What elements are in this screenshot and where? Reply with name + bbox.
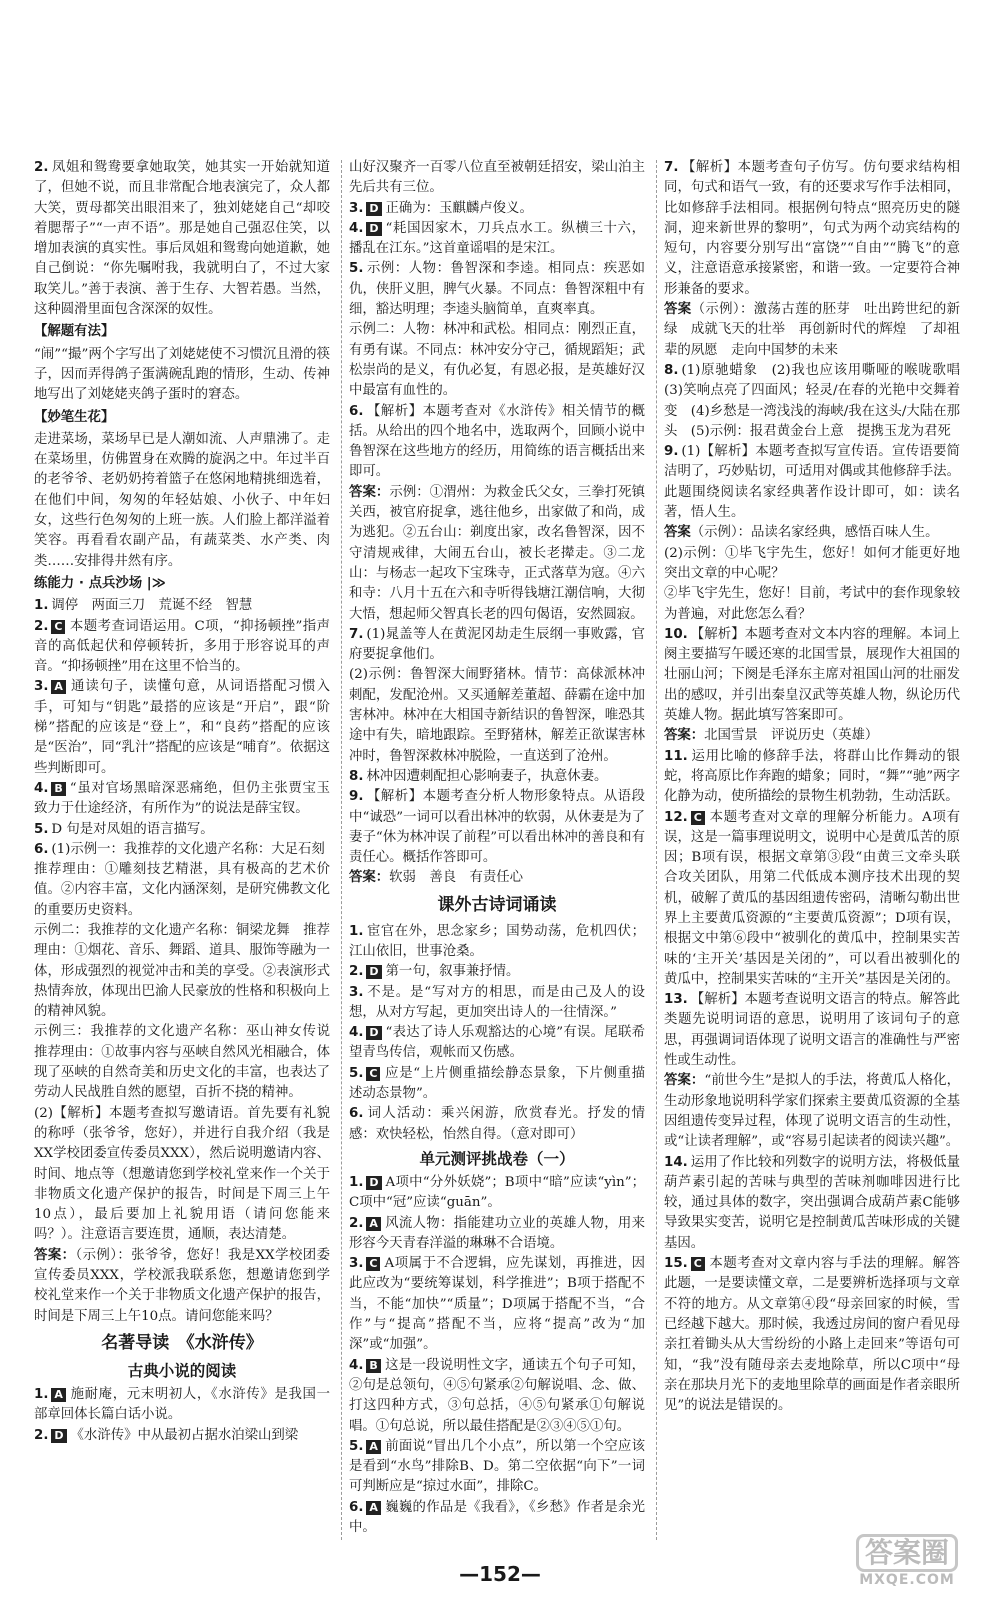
answer-choice-badge: D (51, 1429, 66, 1443)
answer-item (664, 584, 960, 625)
answer-choice-badge: C (366, 1257, 380, 1271)
answer-item (349, 1064, 645, 1105)
item-text: 走进菜场，菜场早已是人潮如流、人声鼎沸了。走在菜场里，仿佛置身在欢腾的旋涡之中。年过半百的老爷爷、老奶奶挎着篮子在悠闲地精挑细选着，在他们中间，匆匆的年轻姑娘、小伙子、中年妇女，这些行色匆匆的上班一族。人们脸上都洋溢着笑容。再看看农副产品，有蔬菜类、水产类、肉类……安排得井然有序。 (34, 431, 330, 569)
item-number: 8. (664, 362, 679, 378)
answer-item (34, 921, 330, 1022)
watermark-logo: 答案圈 (856, 1534, 958, 1572)
item-text: 巍巍的作品是《我看》，《乡愁》作者是余光中。 (349, 1499, 645, 1535)
item-text: 推荐理由：①雕刻技艺精湛，具有极高的艺术价值。②内容丰富，文化内涵深刻，是研究佛教文化的重要历史资料。 (34, 862, 330, 918)
item-text: (1)示例一：我推荐的文化遗产名称：大足石刻 (51, 841, 325, 857)
section-title: 课外古诗词诵读 (437, 894, 557, 915)
item-text: (1)原驰蜡象 (2)我也应该用嘶哑的喉咙歌唱 (3)笑响点亮了四面风；轻灵/在春的光艳中交舞着变 (4)乡愁是一湾浅浅的海峡/我在这头/大陆在那头 (5)示例：报君黄金台上意 提携玉龙为君死 (664, 362, 974, 439)
answer-item (664, 808, 960, 991)
item-text: 第一句，叙事兼抒情。 (385, 964, 520, 980)
item-number: 4. (349, 220, 364, 236)
item-text: 山好汉聚齐一百零八位直至被朝廷招安，梁山泊主先后共有三位。 (349, 160, 645, 196)
answer-item (349, 767, 645, 787)
watermark-url: MXQE.COM (859, 1572, 955, 1588)
answer-item (349, 1214, 645, 1255)
item-number: 5. (34, 821, 49, 837)
answer-item (349, 922, 645, 963)
answer-item (349, 787, 645, 868)
answer-item (34, 860, 330, 921)
item-number: 2. (349, 964, 364, 980)
item-number: 3. (349, 1256, 364, 1272)
item-number: 2. (34, 160, 49, 175)
item-number: 3. (349, 200, 364, 216)
item-text: (2)示例：鲁智深大闹野猪林。情节：高俅派林冲刺配，发配沧州。又买通解差董超、薛霸在途中加害林冲。林冲在大相国寺新结识的鲁智深，唯恐其途中有失，暗地跟踪。至野猪林，解差正欲谋害林冲时，鲁智深救林冲脱险，一直送到了沧州。 (349, 667, 645, 764)
page-number: —152— (459, 1562, 541, 1586)
item-number: 7. (349, 626, 364, 642)
item-number: 8. (349, 768, 364, 784)
item-number: 4. (349, 1357, 364, 1373)
item-number: 5. (349, 1065, 364, 1081)
item-number: 6. (34, 841, 49, 857)
item-number: 15. (664, 1256, 688, 1272)
answer-item (34, 820, 330, 840)
answer-label: 答案 (664, 302, 692, 318)
answer-item (34, 1426, 330, 1446)
column-middle (349, 158, 645, 1548)
answer-item (349, 483, 645, 625)
answer-item (349, 1437, 645, 1498)
item-text: 示例：人物：鲁智深和李逵。相同点：疾恶如仇，侠肝义胆，脾气火暴。不同点：鲁智深粗中有细，豁达明理；李逵头脑简单，直爽率真。 (349, 261, 645, 318)
answer-item (34, 617, 330, 678)
column-left (34, 158, 344, 1548)
answer-label: 答案： (349, 870, 390, 886)
answer-item (34, 596, 330, 616)
answer-item (34, 158, 330, 320)
item-text: 【解析】本题考查句子仿写。仿句要求结构相同，句式和语气一致，有的还要求写作手法相同，比如修辞手法相同。根据例句特点“照亮历史的隧洞，迎来新世界的黎明”，句式为两个动宾结构的短句，内容要分别写出“富饶”“自由”“腾飞”的意义，注意语意承接紧密，和谐一致。一定要符合神形兼备的要求。 (664, 160, 960, 297)
item-text: 通读句子，读懂句意，从词语搭配习惯入手，可知与“钥匙”最搭的应该是“开启”，跟“阶梯”搭配的应该是“登上”，和“良药”搭配的应该是“医治”，同“乳汁”搭配的应该是“哺育”。依据这些判断即可。 (34, 679, 330, 776)
item-text: D 句是对凤姐的语言描写。 (51, 821, 214, 837)
item-number: 7. (664, 160, 679, 175)
item-text: 应是“上片侧重描绘静态景象，下片侧重描述动态景物”。 (349, 1065, 645, 1102)
answer-choice-badge: C (691, 1257, 705, 1271)
item-text: （示例）：张爷爷，您好！我是XX学校团委宣传委员XXX，学校派我联系您，想邀请您到学校礼堂来作一个关于非物质文化遗产保护的报告，时间是下周三上午10点。请问您能来吗？ (34, 1247, 331, 1324)
answer-item (349, 1173, 645, 1214)
item-text: 示例三：我推荐的文化遗产名称：巫山神女传说 推荐理由：①故事内容与巫峡自然风光相融合，体现了巫峡的自然奇美和历史文化的丰富，也表达了劳动人民战胜自然的愿望，百折不挠的精神。 (34, 1024, 344, 1101)
item-number: 9. (349, 789, 364, 805)
item-text: “虽对官场黑暗深恶痛绝，但仍主张贾宝玉致力于仕途经济，有所作为”的说法是薛宝钗。 (34, 780, 330, 817)
answer-item (349, 868, 645, 888)
item-text: 调停 两面三刀 荒诞不经 智慧 (51, 598, 253, 614)
item-text: (1)【解析】本题考查拟写宣传语。宣传语要简洁明了，巧妙贴切，可适用对偶或其他修辞手法。此题围绕阅读名家经典著作设计即可，如：读名著，悟人生。 (664, 444, 960, 521)
answer-label: 答案： (349, 484, 390, 500)
item-text: 软弱 善良 有责任心 (389, 870, 524, 886)
answer-item (349, 1023, 645, 1064)
item-text: 本题考查词语运用。C项，“抑扬顿挫”指声音的高低起伏和停顿转折，多用于形容说耳的声音。“抑扬顿挫”用在这里不恰当的。 (34, 618, 330, 675)
item-text: “表达了诗人乐观豁达的心境”有误。尾联希望青鸟传信，观帐而又伤感。 (349, 1025, 645, 1061)
item-number: 3. (349, 984, 364, 1000)
answer-item (349, 1498, 645, 1539)
tip-heading: 【解题有法】 (34, 324, 115, 340)
answer-item (664, 747, 960, 808)
item-number: 4. (34, 780, 49, 796)
answer-item (349, 983, 645, 1024)
tip-heading: 【妙笔生花】 (34, 409, 115, 425)
answer-item (34, 345, 330, 406)
item-number: 10. (664, 626, 688, 642)
answer-item (34, 1385, 330, 1426)
answer-item (664, 726, 960, 746)
answer-choice-badge: A (366, 1217, 381, 1231)
item-number: 9. (664, 444, 679, 460)
answer-choice-badge: A (366, 1501, 381, 1515)
column-divider (341, 160, 342, 1540)
section-title: 名著导读 《水浒传》 (101, 1332, 263, 1353)
item-number: 4. (349, 1025, 364, 1041)
answer-choice-badge: D (366, 965, 381, 979)
answer-choice-badge: A (51, 680, 66, 694)
item-number: 6. (349, 1499, 364, 1515)
section-subtitle: 单元测评挑战卷（一） (419, 1149, 575, 1168)
item-text: 施耐庵，元末明初人，《水浒传》是我国一部章回体长篇白话小说。 (34, 1386, 330, 1423)
answer-choice-badge: B (366, 1359, 380, 1373)
item-number: 2. (34, 618, 49, 634)
item-number: 12. (664, 809, 688, 825)
answer-choice-badge: B (51, 782, 65, 796)
item-text: 运用了作比较和列数字的说明方法，将极低量葫芦素引起的苦味与典型的苦味剂咖啡因进行比较，通过具体的数字，突出强调合成葫芦素C能够导致果实变苦，说明它是控制黄瓜苦味形成的关键基因。 (664, 1154, 960, 1251)
item-text: (1)晁盖等人在黄泥冈劫走生辰纲一事败露，官府要捉拿他们。 (349, 626, 645, 663)
answer-item (349, 158, 645, 199)
answer-item (34, 1246, 330, 1327)
item-text: 【解析】本题考查分析人物形象特点。从语段中“诚恐”一词可以看出林冲的软弱，从休妻是为了妻子“休为林冲误了前程”可以看出林冲的善良和有责任心。概括作答即可。 (349, 789, 645, 866)
answer-item (664, 523, 960, 543)
answer-label: 答案： (664, 728, 705, 744)
answer-item (349, 259, 645, 320)
answer-item (349, 625, 645, 666)
item-text: 北国雪景 评说历史（英雄） (704, 728, 879, 744)
answer-item (664, 1071, 960, 1152)
answer-label: 答案： (664, 1073, 705, 1089)
item-text: (2)【解析】本题考查拟写邀请语。首先要有礼貌的称呼（张爷爷，您好），并进行自我介绍（我是XX学校团委宣传委员XXX），然后说明邀请内容、时间、地点等（想邀请您到学校礼堂来作一个关于非物质文化遗产保护的报告，时间是下周三上午10点），最后要加上礼貌用语（请问您能来吗？）。注意语言要连贯，通顺，表达清楚。 (34, 1105, 330, 1243)
item-text: 前面说“冒出几个小点”，所以第一个空应该是看到“水鸟”排除B、D。第二空依据“向下”一词可判断应是“掠过水面”，排除C。 (349, 1438, 645, 1495)
answer-item (34, 677, 330, 778)
item-number: 13. (664, 992, 688, 1008)
answer-item (664, 1153, 960, 1254)
answer-item (34, 430, 330, 572)
answer-item (349, 1356, 645, 1437)
answer-item (349, 320, 645, 401)
answer-choice-badge: A (366, 1440, 381, 1454)
item-text: A项中“分外妖娆”；B项中“暗”应读“yìn”；C项中“冠”应读“guān”。 (349, 1174, 645, 1211)
item-text: 不是。是“写对方的相思，而是由己及人的设想，从对方写起，更加突出诗人的一往情深。” (349, 984, 645, 1020)
item-text: 【解析】本题考查对《水浒传》相关情节的概括。从给出的四个地名中，选取两个，回顾小说中鲁智深在这些地方的经历，用简练的语言概括出来即可。 (349, 403, 645, 480)
item-text: 这是一段说明性文字，通读五个句子可知，②句是总领句，④⑤句紧承②句解说唱、念、做、打这四种方式，③句总括，④⑤句紧承①句解说唱。①句总说，所以最佳搭配是②③④⑤①句。 (349, 1357, 645, 1434)
item-number: 1. (34, 598, 49, 614)
section-subtitle: 古典小说的阅读 (127, 1361, 237, 1380)
answer-choice-badge: A (51, 1388, 66, 1402)
item-number: 2. (34, 1427, 49, 1443)
item-text: 运用比喻的修辞手法，将群山比作舞动的银蛇，将高原比作奔跑的蜡象；同时，“舞”“驰”两字化静为动，使所描绘的景物生机勃勃，生动活跃。 (664, 748, 960, 805)
answer-item (34, 840, 330, 860)
item-number: 6. (349, 1106, 364, 1122)
item-text: 示例二：我推荐的文化遗产名称：铜梁龙舞 推荐理由：①烟花、音乐、舞蹈、道具、服饰等融为一体，形成强烈的视觉冲击和美的享受。②表演形式热情奔放，体现出巴渝人民豪放的性格和积极向上的精神风貌。 (34, 922, 330, 1020)
watermark (832, 1534, 982, 1588)
item-text: 《水浒传》中从最初占据水泊梁山到梁 (70, 1427, 299, 1443)
item-text: “前世今生”是拟人的手法，将黄瓜人格化，生动形象地说明科学家们探索主要黄瓜资源的全基因组遗传变异过程，体现了说明文语言的生动性，或“让读者理解”，或“容易引起读者的阅读兴趣”。 (664, 1073, 960, 1150)
column-right (664, 158, 974, 1548)
item-text: A项属于不合逻辑，应先谋划，再推进，因此应改为“要统筹谋划，科学推进”；B项于搭配不当，不能“加快”“质量”；D项属于搭配不当，“合作”与“提高”搭配不当，应将“提高”改为“加深”或“加强”。 (349, 1256, 645, 1353)
item-text: 本题考查对文章的理解分析能力。A项有误，这是一篇事理说明文，说明中心是黄瓜苦的原因；B项有误，根据文章第③段“由黄三文牵头联合攻关团队，用第二代低成本测序技术出现的契机，破解了黄瓜的基因组遗传密码，清晰勾勒出世界上主要黄瓜资源的“主要黄瓜资源”；D项有误，根据文中第⑥段中“被驯化的黄瓜中，控制果实苦味的‘主开关’基因是关闭的”，可以看出被驯化的黄瓜中，控制果实苦味的“主开关”基因是关闭的。 (664, 809, 960, 987)
answer-choice-badge: D (366, 222, 381, 236)
item-text: （示例）：品读名家经典，感悟百味人生。 (690, 525, 939, 541)
answer-choice-badge: C (51, 620, 65, 634)
item-text: 风流人物：指能建功立业的英雄人物，用来形容今天青春洋溢的琳琳不合语境。 (349, 1215, 645, 1251)
answer-item (664, 361, 974, 442)
answer-item (34, 1022, 344, 1103)
item-text: 宦官在外，思念家乡；国势动荡，危机四伏；江山依旧，世事沧桑。 (349, 923, 645, 959)
answer-item (349, 402, 645, 483)
answer-item (664, 300, 960, 361)
answer-item (349, 1104, 645, 1145)
item-text: 林冲因遭刺配担心影响妻子，执意休妻。 (366, 768, 608, 784)
answer-item (34, 779, 330, 820)
item-number: 5. (349, 1438, 364, 1454)
answer-choice-badge: C (691, 811, 705, 825)
column-divider (656, 160, 657, 1540)
item-text: “闹”“撮”两个字写出了刘姥姥使不习惯沉且滑的筷子，因而弄得鸽子蛋满碗乱跑的情形，生动、传神地写出了刘姥姥夹鸽子蛋时的窘态。 (34, 346, 330, 403)
item-text: 词人活动：乘兴闲游，欣赏春光。抒发的情感：欢快轻松，怡然自得。（意对即可） (349, 1106, 645, 1142)
answer-label: 答案 (664, 525, 691, 541)
answer-item (349, 962, 645, 982)
item-text: 正确为：玉麒麟卢俊义。 (385, 200, 533, 216)
item-number: 6. (349, 403, 364, 419)
answer-choice-badge: D (366, 202, 381, 216)
item-text: 本题考查对文章内容与手法的理解。解答此题，一是要读懂文章，二是要辨析选择项与文章不符的地方。从文章第④段“母亲回家的时候，雪已经越下越大。那时候，我透过房间的窗户看见母亲扛着锄头从大雪纷纷的小路上走回来”等语句可知，“我”没有随母亲去麦地除草，所以C项中“母亲在那块月光下的麦地里除草的画面是作者亲眼所见”的说法是错误的。 (664, 1256, 960, 1414)
answer-label: 答案： (34, 1247, 76, 1263)
item-text: （示例）：激荡古莲的胚芽 吐出跨世纪的新绿 成就飞天的壮举 再创新时代的辉煌 了却祖辈的夙愿 走向中国梦的未来 (664, 302, 960, 358)
answer-choice-badge: C (366, 1067, 380, 1081)
answer-item (664, 625, 960, 726)
item-text: 示例：①渭州：为救金氏父女，三拳打死镇关西，被官府捉拿，逃往他乡，出家做了和尚，成为逃犯。②五台山：剃度出家，改名鲁智深，因不守清规戒律，大闹五台山，被长老撵走。③二龙山：与杨志一起攻下宝珠寺，正式落草为寇。④六和寺：八月十五在六和寺听得钱塘江潮信响，大彻大悟，想起师父智真长老的四句偈语，安然圆寂。 (349, 484, 646, 622)
answer-item (34, 1104, 330, 1246)
item-text: 示例二：人物：林冲和武松。相同点：刚烈正直，有勇有谋。不同点：林冲安分守己，循规蹈矩；武松崇尚的是义，有仇必复，有恩必报，是英雄好汉中最富有血性的。 (349, 322, 645, 399)
item-number: 1. (34, 1386, 49, 1402)
item-text: (2)示例：①毕飞宇先生，您好！如何才能更好地突出文章的中心呢？ (664, 545, 960, 581)
item-number: 11. (664, 748, 688, 764)
answer-item (349, 665, 645, 766)
item-text: 凤姐和鸳鸯要拿她取笑，她其实一开始就知道了，但她不说，而且非常配合地表演完了，众人都大笑，贾母都笑出眼泪来了，独刘姥姥自己“却咬着腮帮子”“一声不语”。那是她自己强忍住笑，以增加表演的真实性。事后凤姐和鸳鸯向她道歉，她自己倒说：“你先嘱咐我，我就明白了，不过大家取笑儿。”善于表演、善于生存、大智若愚。当然，这种圆滑里面包含深深的奴性。 (34, 160, 330, 318)
item-text: ②毕飞宇先生，您好！目前，考试中的套作现象较为普遍，对此您怎么看？ (664, 586, 960, 622)
section-heading: 练能力 · 点兵沙场 |≫ (34, 575, 166, 591)
answer-item (349, 219, 645, 260)
answer-item (349, 199, 645, 219)
answer-choice-badge: D (366, 1026, 381, 1040)
item-number: 1. (349, 1174, 364, 1190)
item-number: 1. (349, 923, 364, 939)
item-number: 5. (349, 261, 364, 277)
item-text: 【解析】本题考查说明文语言的特点。解答此类题先说明词语的意思，说明用了该词句子的意思，再强调词语体现了说明文语言的准确性与严密性或生动性。 (664, 992, 960, 1069)
answer-item (664, 158, 960, 300)
item-number: 14. (664, 1154, 688, 1170)
item-text: “耗国因家木，刀兵点水工。纵横三十六，播乱在江东。”这首童谣唱的是宋江。 (349, 220, 645, 257)
answer-choice-badge: D (366, 1176, 381, 1190)
item-text: 【解析】本题考查对文本内容的理解。本词上阕主要描写午暖还寒的北国雪景，展现作大祖国的壮丽山河；下阕是毛泽东主席对祖国山河的壮丽发出的感叹，并引出秦皇汉武等英雄人物，纵论历代英雄人物。据此填写答案即可。 (664, 626, 960, 724)
item-number: 3. (34, 679, 49, 695)
answer-item (664, 1254, 960, 1416)
answer-item (664, 990, 960, 1071)
answer-item (664, 442, 960, 523)
item-number: 2. (349, 1215, 364, 1231)
answer-item (349, 1254, 645, 1355)
answer-item (664, 544, 960, 585)
